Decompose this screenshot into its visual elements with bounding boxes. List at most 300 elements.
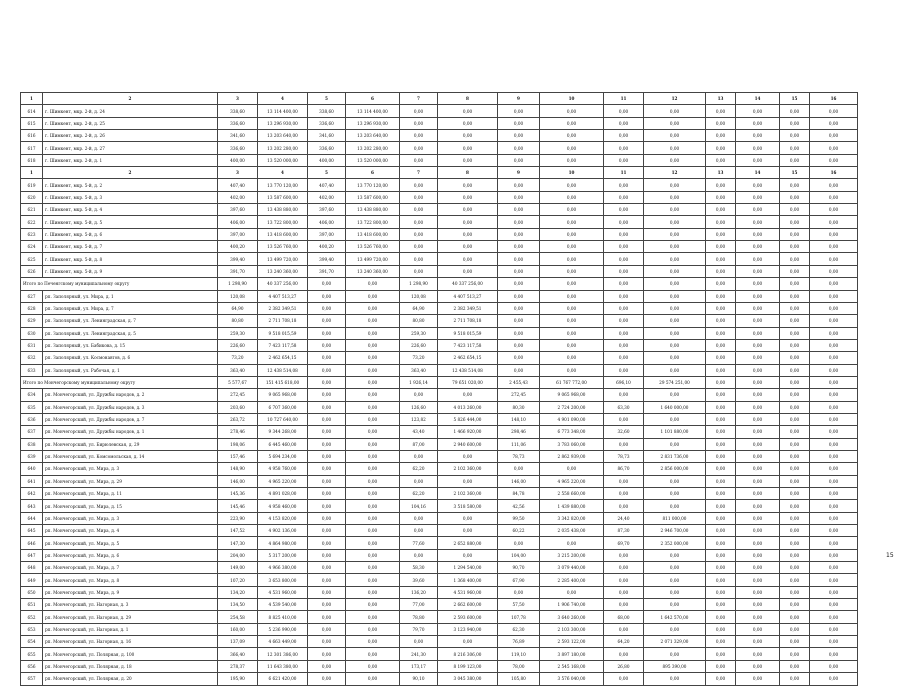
row-number: 631 <box>21 339 43 351</box>
value-cell: 137,09 <box>218 636 258 648</box>
value-cell: 0,00 <box>736 179 780 191</box>
value-cell: 80,30 <box>498 401 540 413</box>
value-cell: 62,20 <box>400 463 438 475</box>
value-cell: 0,00 <box>736 574 780 586</box>
value-cell: 13 203 640,00 <box>258 130 308 142</box>
value-cell: 0,00 <box>810 253 858 265</box>
value-cell: 0,00 <box>346 364 400 376</box>
value-cell: 3 045 380,00 <box>438 673 498 685</box>
value-cell: 259,30 <box>400 327 438 339</box>
value-cell: 9 518 015,59 <box>438 327 498 339</box>
value-cell: 0,00 <box>706 500 736 512</box>
value-cell: 0,00 <box>810 438 858 450</box>
value-cell: 338,60 <box>308 105 346 117</box>
value-cell: 0,00 <box>780 154 810 166</box>
value-cell: 0,00 <box>604 117 644 129</box>
value-cell: 0,00 <box>706 154 736 166</box>
value-cell: 1 640 000,00 <box>644 401 706 413</box>
value-cell: 406,00 <box>218 216 258 228</box>
table-row <box>21 525 858 537</box>
value-cell: 0,00 <box>438 191 498 203</box>
value-cell: 0,00 <box>810 611 858 623</box>
value-cell: 0,00 <box>644 228 706 240</box>
value-cell: 0,00 <box>644 179 706 191</box>
value-cell: 0,00 <box>438 105 498 117</box>
address-cell: рп. Мончегорский, ул. Нагорная, д. 1 <box>43 623 218 635</box>
value-cell: 73,20 <box>218 352 258 364</box>
value-cell: 0,00 <box>498 142 540 154</box>
value-cell: 13 722 800,00 <box>258 216 308 228</box>
value-cell: 0,00 <box>400 216 438 228</box>
value-cell: 3 897 180,00 <box>540 648 604 660</box>
value-cell: 0,00 <box>400 389 438 401</box>
subtotal-cell: 1 926,14 <box>400 376 438 388</box>
column-number: 1 <box>21 167 43 179</box>
value-cell: 3 640 260,00 <box>540 611 604 623</box>
table-row <box>21 438 858 450</box>
value-cell: 0,00 <box>736 216 780 228</box>
value-cell: 39,60 <box>400 574 438 586</box>
value-cell: 0,00 <box>736 364 780 376</box>
value-cell: 13 418 600,00 <box>258 228 308 240</box>
row-number: 643 <box>21 500 43 512</box>
value-cell: 0,00 <box>706 204 736 216</box>
value-cell: 0,00 <box>736 105 780 117</box>
table-row <box>21 105 858 117</box>
row-number: 619 <box>21 179 43 191</box>
value-cell: 0,00 <box>810 673 858 685</box>
row-number: 628 <box>21 302 43 314</box>
value-cell: 1 906 740,00 <box>540 599 604 611</box>
value-cell: 336,60 <box>218 142 258 154</box>
value-cell: 0,00 <box>346 450 400 462</box>
row-number: 654 <box>21 636 43 648</box>
value-cell: 0,00 <box>810 142 858 154</box>
value-cell: 13 202 280,00 <box>258 142 308 154</box>
value-cell: 397,00 <box>308 228 346 240</box>
subtotal-cell: 151 415 618,00 <box>258 376 308 388</box>
value-cell: 2 593 122,00 <box>540 636 604 648</box>
column-number: 1 <box>21 93 43 105</box>
value-cell: 0,00 <box>308 673 346 685</box>
value-cell: 0,00 <box>498 191 540 203</box>
column-number: 8 <box>438 93 498 105</box>
value-cell: 0,00 <box>706 475 736 487</box>
value-cell: 0,00 <box>644 130 706 142</box>
value-cell: 84,78 <box>498 488 540 500</box>
value-cell: 336,60 <box>308 117 346 129</box>
value-cell: 0,00 <box>644 204 706 216</box>
value-cell: 0,00 <box>810 660 858 672</box>
row-number: 644 <box>21 512 43 524</box>
address-cell: рп. Мончегорский, ул. Бирюлевская, д. 29 <box>43 438 218 450</box>
value-cell: 0,00 <box>498 327 540 339</box>
address-cell: г. Шимкент, мкр. 5-й, д. 9 <box>43 265 218 277</box>
value-cell: 0,00 <box>706 228 736 240</box>
table-row <box>21 648 858 660</box>
table-row <box>21 142 858 154</box>
subtotal-cell: 2 455,43 <box>498 376 540 388</box>
value-cell: 13 520 000,00 <box>258 154 308 166</box>
value-cell: 126,60 <box>400 401 438 413</box>
row-number: 645 <box>21 525 43 537</box>
value-cell: 341,60 <box>218 130 258 142</box>
value-cell: 4 407 513,27 <box>438 290 498 302</box>
value-cell: 8 216 306,00 <box>438 648 498 660</box>
value-cell: 298,46 <box>498 426 540 438</box>
value-cell: 0,00 <box>346 636 400 648</box>
row-number: 615 <box>21 117 43 129</box>
value-cell: 13 770 120,00 <box>346 179 400 191</box>
value-cell: 0,00 <box>540 327 604 339</box>
row-number: 621 <box>21 204 43 216</box>
subtotal-cell: 0,00 <box>644 278 706 290</box>
value-cell: 77,00 <box>400 599 438 611</box>
table-row <box>21 401 858 413</box>
value-cell: 0,00 <box>438 216 498 228</box>
value-cell: 0,00 <box>400 512 438 524</box>
value-cell: 0,00 <box>346 586 400 598</box>
value-cell: 0,00 <box>780 302 810 314</box>
value-cell: 0,00 <box>604 562 644 574</box>
value-cell: 9 065 968,00 <box>258 389 308 401</box>
value-cell: 204,00 <box>218 549 258 561</box>
row-number: 624 <box>21 241 43 253</box>
table-row <box>21 253 858 265</box>
value-cell: 0,00 <box>706 253 736 265</box>
value-cell: 0,00 <box>346 500 400 512</box>
value-cell: 0,00 <box>736 562 780 574</box>
column-number: 5 <box>308 167 346 179</box>
value-cell: 0,00 <box>400 265 438 277</box>
value-cell: 0,00 <box>604 586 644 598</box>
column-number: 8 <box>438 167 498 179</box>
value-cell: 0,00 <box>540 117 604 129</box>
subtotal-cell: 0,00 <box>498 278 540 290</box>
value-cell: 0,00 <box>706 364 736 376</box>
value-cell: 0,00 <box>346 623 400 635</box>
row-number: 639 <box>21 450 43 462</box>
value-cell: 0,00 <box>706 401 736 413</box>
address-cell: г. Шимкент, мкр. 2-й, д. 27 <box>43 142 218 154</box>
row-number: 630 <box>21 327 43 339</box>
value-cell: 0,00 <box>706 525 736 537</box>
value-cell: 895 390,00 <box>644 660 706 672</box>
value-cell: 107,20 <box>218 574 258 586</box>
value-cell: 80,80 <box>400 315 438 327</box>
value-cell: 0,00 <box>706 302 736 314</box>
value-cell: 0,00 <box>346 549 400 561</box>
value-cell: 0,00 <box>308 339 346 351</box>
value-cell: 13 526 760,00 <box>258 241 308 253</box>
value-cell: 42,56 <box>498 500 540 512</box>
value-cell: 0,00 <box>706 130 736 142</box>
value-cell: 0,00 <box>540 315 604 327</box>
value-cell: 0,00 <box>780 660 810 672</box>
subtotal-label: Итого по Мончегорскому муниципальному округу <box>21 376 218 388</box>
value-cell: 0,00 <box>644 364 706 376</box>
value-cell: 0,00 <box>604 673 644 685</box>
value-cell: 0,00 <box>604 302 644 314</box>
table-row <box>21 117 858 129</box>
value-cell: 0,00 <box>780 463 810 475</box>
value-cell: 0,00 <box>736 352 780 364</box>
address-cell: рп. Заполярный, ул. Ленинградская, д. 5 <box>43 327 218 339</box>
value-cell: 13 520 000,00 <box>346 154 400 166</box>
value-cell: 2 593 600,00 <box>438 611 498 623</box>
value-cell: 0,00 <box>780 599 810 611</box>
table-row <box>21 599 858 611</box>
value-cell: 0,00 <box>810 204 858 216</box>
address-cell: рп. Мончегорский, ул. Дружбы народов, д. 1 <box>43 426 218 438</box>
value-cell: 86,70 <box>604 463 644 475</box>
value-cell: 0,00 <box>810 525 858 537</box>
value-cell: 80,80 <box>218 315 258 327</box>
value-cell: 0,00 <box>810 216 858 228</box>
value-cell: 0,00 <box>810 179 858 191</box>
value-cell: 0,00 <box>644 117 706 129</box>
value-cell: 9 344 268,00 <box>258 426 308 438</box>
value-cell: 0,00 <box>604 327 644 339</box>
value-cell: 0,00 <box>644 352 706 364</box>
value-cell: 0,00 <box>780 537 810 549</box>
value-cell: 0,00 <box>400 204 438 216</box>
value-cell: 0,00 <box>644 475 706 487</box>
value-cell: 0,00 <box>780 413 810 425</box>
address-cell: г. Шимкент, мкр. 5-й, д. 5 <box>43 216 218 228</box>
value-cell: 0,00 <box>346 413 400 425</box>
subtotal-label: Итого по Печенгскому муниципальному округу <box>21 278 218 290</box>
table-row <box>21 562 858 574</box>
row-number: 625 <box>21 253 43 265</box>
address-cell: рп. Мончегорский, ул. Мира, д. 5 <box>43 537 218 549</box>
value-cell: 0,00 <box>706 105 736 117</box>
value-cell: 64,90 <box>218 302 258 314</box>
value-cell: 0,00 <box>706 327 736 339</box>
value-cell: 13 587 600,00 <box>258 191 308 203</box>
value-cell: 0,00 <box>604 290 644 302</box>
value-cell: 148,10 <box>498 413 540 425</box>
subtotal-cell: 0,00 <box>810 376 858 388</box>
value-cell: 2 382 349,51 <box>258 302 308 314</box>
value-cell: 0,00 <box>604 339 644 351</box>
value-cell: 0,00 <box>810 352 858 364</box>
value-cell: 0,00 <box>346 327 400 339</box>
value-cell: 0,00 <box>498 302 540 314</box>
value-cell: 0,00 <box>438 636 498 648</box>
value-cell: 64,20 <box>604 636 644 648</box>
table-row <box>21 290 858 302</box>
value-cell: 4 891 028,00 <box>258 488 308 500</box>
value-cell: 0,00 <box>438 389 498 401</box>
table-row <box>21 488 858 500</box>
subtotal-cell: 0,00 <box>308 376 346 388</box>
table-row <box>21 191 858 203</box>
value-cell: 146,00 <box>498 475 540 487</box>
value-cell: 73,20 <box>400 352 438 364</box>
value-cell: 0,00 <box>706 241 736 253</box>
value-cell: 0,00 <box>644 586 706 598</box>
value-cell: 0,00 <box>540 463 604 475</box>
value-cell: 62,20 <box>400 488 438 500</box>
value-cell: 0,00 <box>780 611 810 623</box>
value-cell: 0,00 <box>736 586 780 598</box>
value-cell: 0,00 <box>604 204 644 216</box>
value-cell: 0,00 <box>736 401 780 413</box>
value-cell: 2 652 880,00 <box>438 537 498 549</box>
value-cell: 0,00 <box>308 463 346 475</box>
value-cell: 26,80 <box>604 660 644 672</box>
value-cell: 76,89 <box>498 636 540 648</box>
value-cell: 0,00 <box>810 327 858 339</box>
value-cell: 0,00 <box>780 488 810 500</box>
value-cell: 0,00 <box>604 142 644 154</box>
value-cell: 2 862 939,00 <box>540 450 604 462</box>
value-cell: 2 662 600,00 <box>438 599 498 611</box>
value-cell: 400,20 <box>218 241 258 253</box>
value-cell: 3 215 200,00 <box>540 549 604 561</box>
address-cell: рп. Мончегорский, ул. Дружбы народов, д. 2 <box>43 389 218 401</box>
value-cell: 0,00 <box>346 660 400 672</box>
value-cell: 0,00 <box>400 105 438 117</box>
subtotal-cell: 0,00 <box>780 278 810 290</box>
value-cell: 0,00 <box>346 599 400 611</box>
value-cell: 0,00 <box>736 389 780 401</box>
value-cell: 407,40 <box>218 179 258 191</box>
value-cell: 9 065 968,00 <box>540 389 604 401</box>
value-cell: 111,06 <box>498 438 540 450</box>
value-cell: 0,00 <box>308 500 346 512</box>
value-cell: 0,00 <box>308 450 346 462</box>
value-cell: 272,45 <box>498 389 540 401</box>
address-cell: рп. Мончегорский, ул. Мира, д. 8 <box>43 574 218 586</box>
value-cell: 2 711 708,18 <box>438 315 498 327</box>
value-cell: 0,00 <box>780 130 810 142</box>
value-cell: 0,00 <box>604 488 644 500</box>
column-number: 15 <box>780 167 810 179</box>
value-cell: 0,00 <box>498 117 540 129</box>
value-cell: 0,00 <box>604 216 644 228</box>
value-cell: 0,00 <box>498 154 540 166</box>
table-row <box>21 426 858 438</box>
column-number: 2 <box>43 93 218 105</box>
value-cell: 10 727 640,00 <box>258 413 308 425</box>
value-cell: 0,00 <box>438 450 498 462</box>
value-cell: 0,00 <box>644 623 706 635</box>
value-cell: 0,00 <box>540 154 604 166</box>
value-cell: 0,00 <box>308 475 346 487</box>
value-cell: 0,00 <box>604 500 644 512</box>
address-cell: рп. Мончегорский, ул. Мира, д. 11 <box>43 488 218 500</box>
value-cell: 263,72 <box>218 413 258 425</box>
table-row <box>21 352 858 364</box>
address-cell: рп. Мончегорский, ул. Комсомольская, д. 14 <box>43 450 218 462</box>
value-cell: 400,00 <box>308 154 346 166</box>
value-cell: 0,00 <box>780 352 810 364</box>
value-cell: 0,00 <box>780 475 810 487</box>
value-cell: 0,00 <box>540 228 604 240</box>
value-cell: 0,00 <box>308 525 346 537</box>
value-cell: 13 499 720,00 <box>258 253 308 265</box>
value-cell: 0,00 <box>400 179 438 191</box>
table-row <box>21 241 858 253</box>
address-cell: рп. Мончегорский, ул. Мира, д. 29 <box>43 475 218 487</box>
value-cell: 0,00 <box>438 265 498 277</box>
value-cell: 7 423 117,58 <box>438 339 498 351</box>
value-cell: 0,00 <box>540 290 604 302</box>
value-cell: 0,00 <box>810 488 858 500</box>
subtotal-cell: 40 337 256,00 <box>258 278 308 290</box>
value-cell: 0,00 <box>780 389 810 401</box>
table-row <box>21 339 858 351</box>
subtotal-cell: 1 298,90 <box>400 278 438 290</box>
value-cell: 0,00 <box>308 623 346 635</box>
subtotal-cell: 0,00 <box>780 376 810 388</box>
value-cell: 0,00 <box>644 302 706 314</box>
value-cell: 0,00 <box>346 562 400 574</box>
value-cell: 0,00 <box>346 389 400 401</box>
table-row <box>21 673 858 685</box>
value-cell: 400,00 <box>218 154 258 166</box>
value-cell: 0,00 <box>540 191 604 203</box>
row-number: 636 <box>21 413 43 425</box>
value-cell: 58,30 <box>400 562 438 574</box>
value-cell: 0,00 <box>706 191 736 203</box>
value-cell: 0,00 <box>400 117 438 129</box>
table-row <box>21 228 858 240</box>
value-cell: 0,00 <box>308 327 346 339</box>
address-cell: г. Шимкент, мкр. 5-й, д. 7 <box>43 241 218 253</box>
row-number: 652 <box>21 611 43 623</box>
value-cell: 336,60 <box>308 142 346 154</box>
value-cell: 5 826 444,00 <box>438 413 498 425</box>
value-cell: 2 462 654,15 <box>258 352 308 364</box>
value-cell: 0,00 <box>736 488 780 500</box>
value-cell: 4 539 540,00 <box>258 599 308 611</box>
value-cell: 0,00 <box>498 241 540 253</box>
value-cell: 0,00 <box>810 130 858 142</box>
address-cell: г. Шимкент, мкр. 5-й, д. 6 <box>43 228 218 240</box>
value-cell: 0,00 <box>438 142 498 154</box>
column-number: 2 <box>43 167 218 179</box>
value-cell: 0,00 <box>498 315 540 327</box>
address-cell: г. Шимкент, мкр. 2-й, д. 26 <box>43 130 218 142</box>
value-cell: 67,90 <box>498 574 540 586</box>
value-cell: 0,00 <box>706 636 736 648</box>
value-cell: 0,00 <box>308 636 346 648</box>
table-row <box>21 623 858 635</box>
value-cell: 0,00 <box>308 562 346 574</box>
value-cell: 0,00 <box>780 648 810 660</box>
value-cell: 0,00 <box>308 611 346 623</box>
address-cell: г. Шимкент, мкр. 2-й, д. 24 <box>43 105 218 117</box>
value-cell: 0,00 <box>540 216 604 228</box>
value-cell: 8 825 410,00 <box>258 611 308 623</box>
value-cell: 5 236 990,00 <box>258 623 308 635</box>
column-number: 13 <box>706 93 736 105</box>
value-cell: 6 707 360,00 <box>258 401 308 413</box>
subtotal-cell: 5 577,67 <box>218 376 258 388</box>
value-cell: 0,00 <box>706 438 736 450</box>
column-number: 13 <box>706 167 736 179</box>
value-cell: 0,00 <box>706 599 736 611</box>
value-cell: 0,00 <box>400 241 438 253</box>
value-cell: 149,00 <box>218 562 258 574</box>
value-cell: 0,00 <box>604 241 644 253</box>
value-cell: 4 531 960,00 <box>258 586 308 598</box>
value-cell: 0,00 <box>736 191 780 203</box>
value-cell: 62,30 <box>498 623 540 635</box>
